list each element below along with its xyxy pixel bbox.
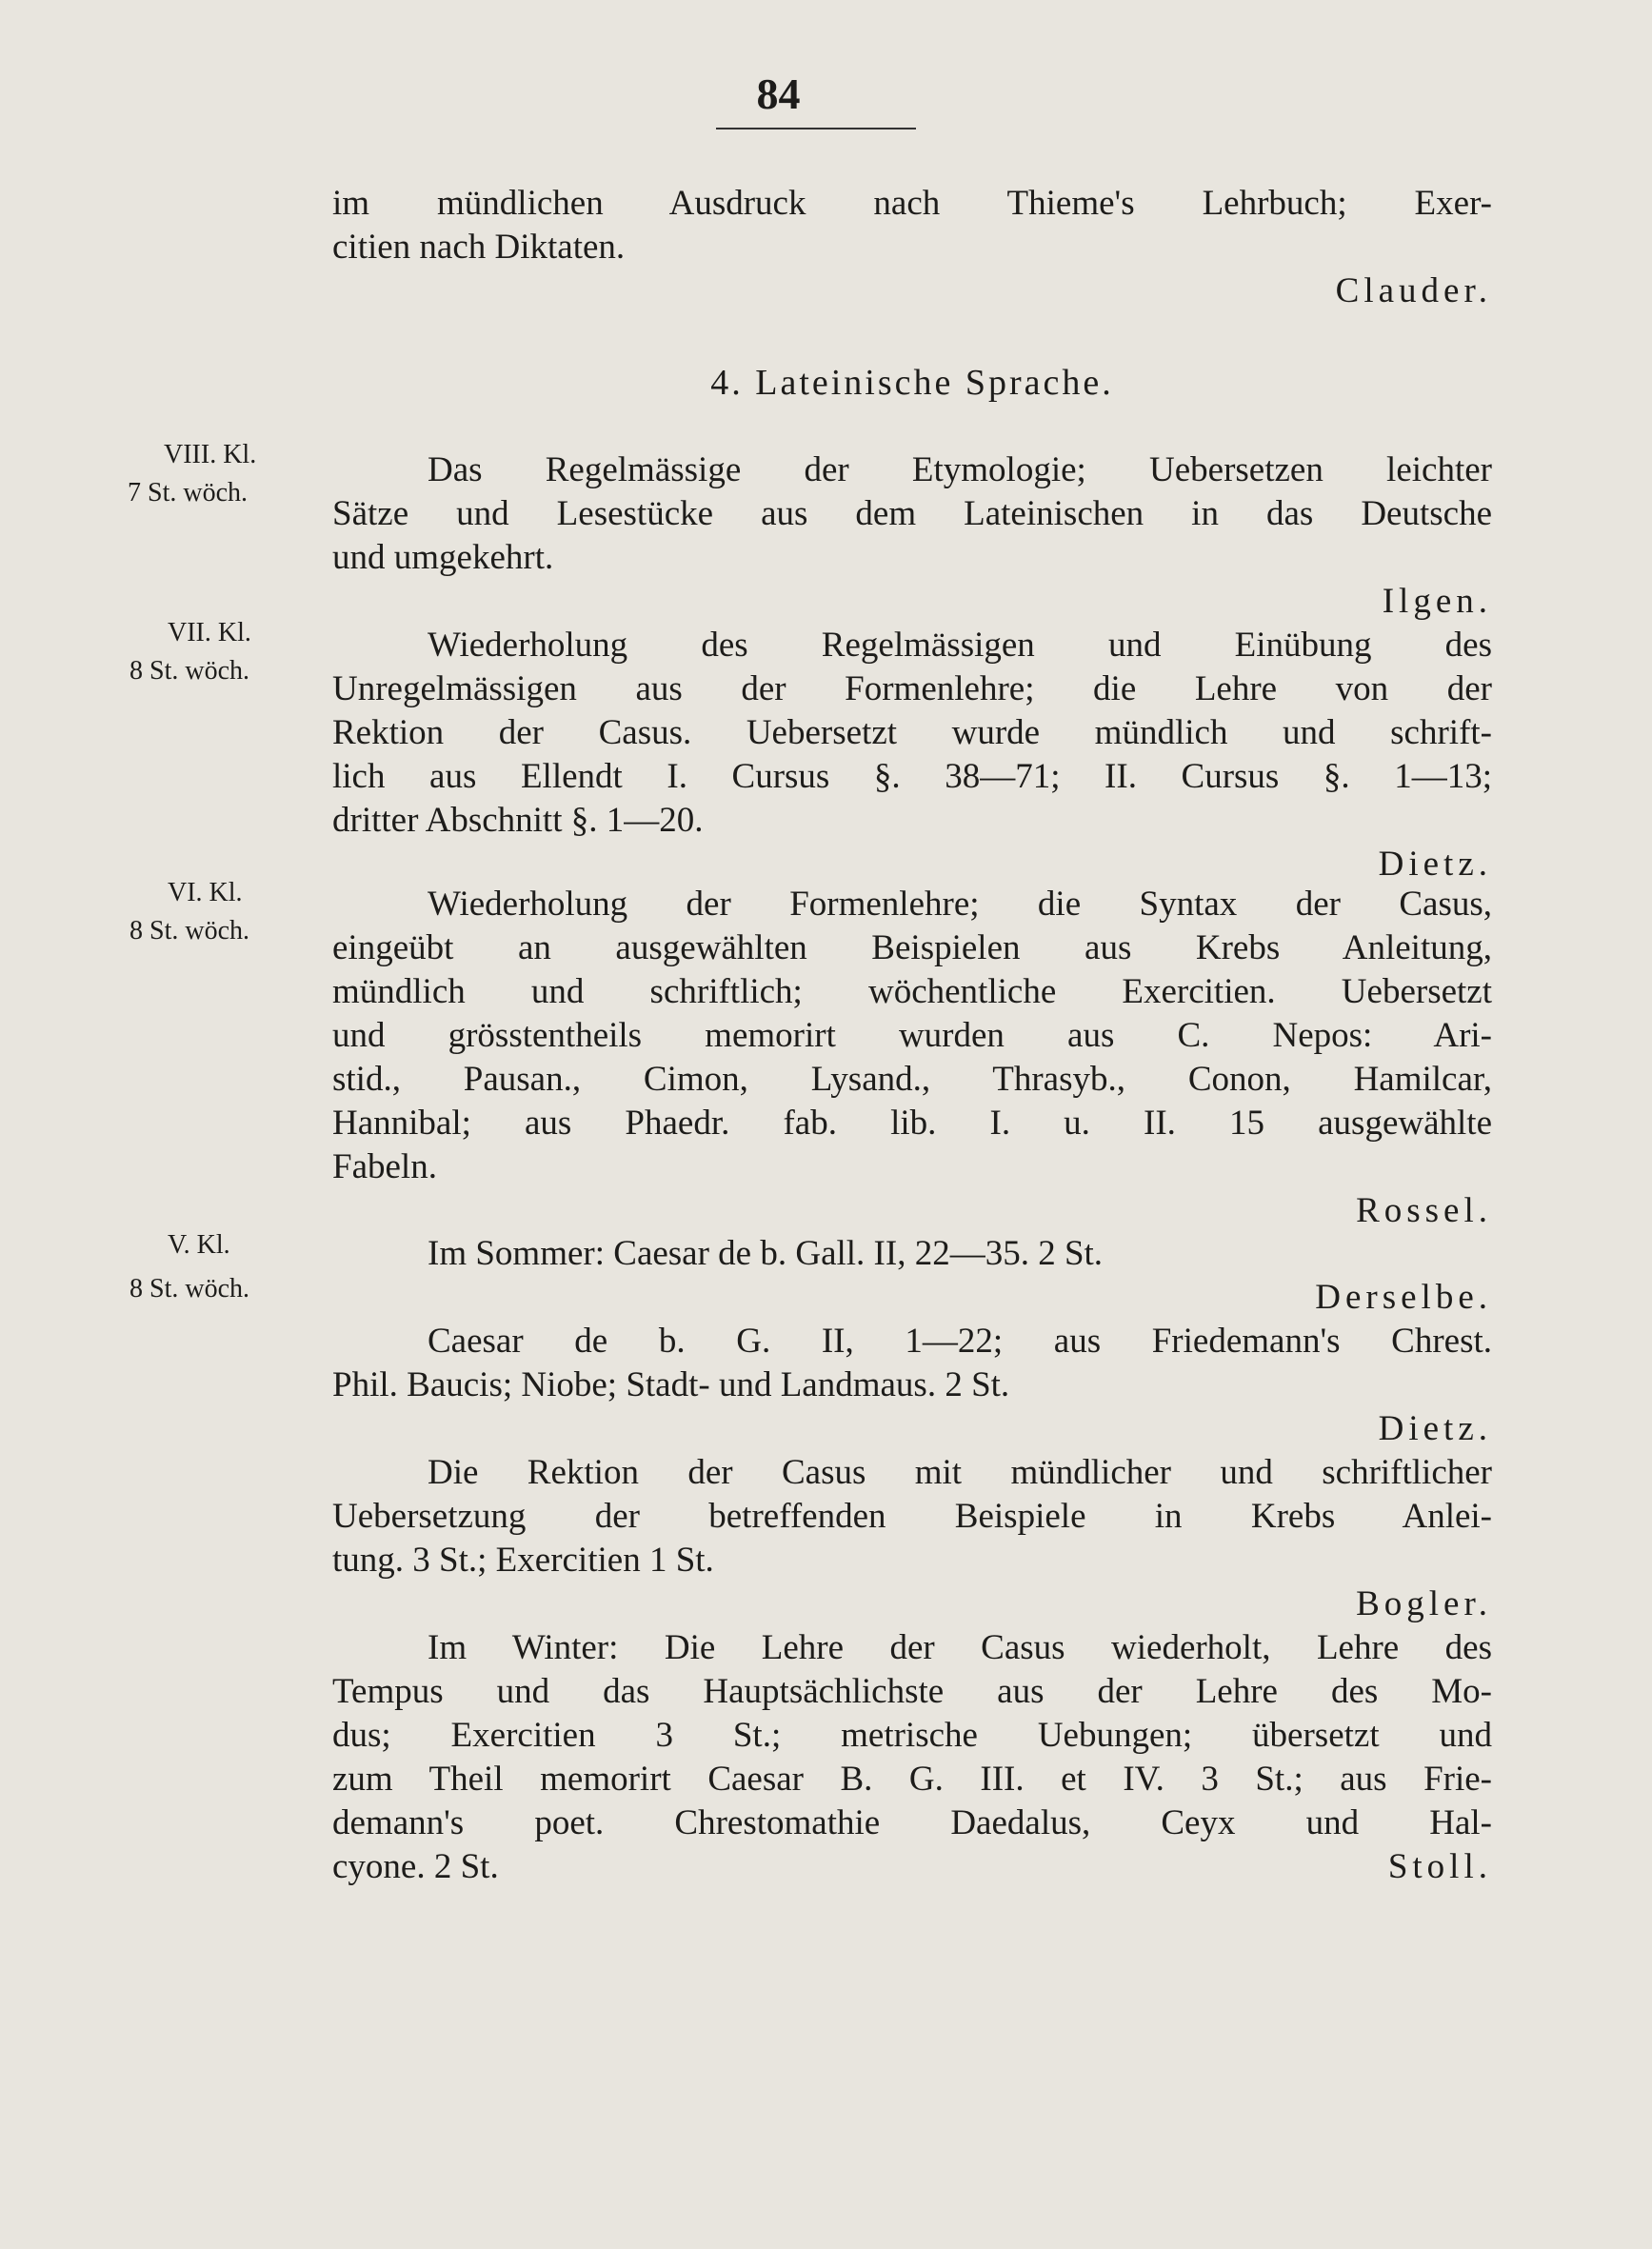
intro-paragraph (332, 182, 1492, 313)
hours-label: 8 St. wöch. (129, 916, 249, 945)
text-line: lich aus Ellendt I. Cursus §. 38—71; II. Cursus §. 1—13; (332, 757, 1492, 796)
text-line: und grösstentheils memorirt wurden aus C. Nepos: Ari- (332, 1016, 1492, 1055)
text-line: Phil. Baucis; Niobe; Stadt- und Landmaus. 2 St. (332, 1365, 1010, 1404)
entry-viii (332, 448, 1492, 624)
class-label: VI. Kl. (168, 878, 243, 907)
text-line: Hannibal; aus Phaedr. fab. lib. I. u. II. 15 ausgewählte (332, 1104, 1492, 1143)
hours-label: 8 St. wöch. (129, 1274, 249, 1304)
text-line: und umgekehrt. (332, 538, 554, 577)
text-line: im mündlichen Ausdruck nach Thieme's Lehrbuch; Exer- (332, 184, 1492, 223)
author-name: Dietz. (1378, 1409, 1492, 1448)
text-line: zum Theil memorirt Caesar B. G. III. et IV. 3 St.; aus Frie- (332, 1760, 1492, 1799)
author-name: Rossel. (1356, 1191, 1492, 1230)
author-name: Clauder. (1335, 271, 1492, 310)
entry-v (332, 1232, 1492, 1889)
text-line: citien nach Diktaten. (332, 228, 626, 267)
text-line: Tempus und das Hauptsächlichste aus der Lehre des Mo- (332, 1672, 1492, 1711)
text-line: Im Winter: Die Lehre der Casus wiederholt, Lehre des (428, 1628, 1492, 1667)
author-name: Ilgen. (1382, 582, 1492, 621)
text-line: Wiederholung der Formenlehre; die Syntax der Casus, (428, 885, 1492, 924)
header-rule (716, 128, 916, 129)
text-line: mündlich und schriftlich; wöchentliche Exercitien. Uebersetzt (332, 972, 1492, 1011)
closing-line (332, 1845, 1492, 1889)
author-name: Bogler. (1356, 1584, 1492, 1623)
text-line: demann's poet. Chrestomathie Daedalus, Ceyx und Hal- (332, 1803, 1492, 1842)
text-line: stid., Pausan., Cimon, Lysand., Thrasyb., Conon, Hamilcar, (332, 1060, 1492, 1099)
text-line: Das Regelmässige der Etymologie; Uebersetzen leichter (428, 450, 1492, 489)
text-line: Fabeln. (332, 1147, 437, 1186)
page-number: 84 (756, 70, 801, 118)
text-line: Caesar de b. G. II, 1—22; aus Friedemann's Chrest. (428, 1322, 1492, 1361)
class-label: V. Kl. (168, 1230, 230, 1260)
author-name: Stoll. (1387, 1847, 1492, 1886)
entry-vii (332, 624, 1492, 886)
text-line: eingeübt an ausgewählten Beispielen aus Krebs Anleitung, (332, 928, 1492, 967)
section-heading: 4. Lateinische Sprache. (710, 363, 1114, 403)
text-line: dritter Abschnitt §. 1—20. (332, 801, 704, 840)
text-line: Unregelmässigen aus der Formenlehre; die Lehre von der (332, 669, 1492, 708)
entry-vi (332, 883, 1492, 1233)
class-label: VIII. Kl. (164, 440, 257, 469)
hours-label: 7 St. wöch. (128, 478, 248, 508)
hours-label: 8 St. wöch. (129, 656, 249, 686)
text-line: Rektion der Casus. Uebersetzt wurde mündlich und schrift- (332, 713, 1492, 752)
author-name: Derselbe. (1315, 1278, 1492, 1317)
text-line: tung. 3 St.; Exercitien 1 St. (332, 1541, 714, 1580)
class-label: VII. Kl. (168, 618, 251, 647)
author-name: Dietz. (1378, 845, 1492, 884)
text-line: Uebersetzung der betreffenden Beispiele in Krebs Anlei- (332, 1497, 1492, 1536)
text-line: Wiederholung des Regelmässigen und Einübung des (428, 626, 1492, 665)
text-line: dus; Exercitien 3 St.; metrische Uebungen; übersetzt und (332, 1716, 1492, 1755)
text-line: Sätze und Lesestücke aus dem Lateinischen in das Deutsche (332, 494, 1492, 533)
text-line: cyone. 2 St. (332, 1847, 499, 1886)
text-line: Im Sommer: Caesar de b. Gall. II, 22—35. 2 St. (428, 1234, 1104, 1273)
text-line: Die Rektion der Casus mit mündlicher und schriftlicher (428, 1453, 1492, 1492)
